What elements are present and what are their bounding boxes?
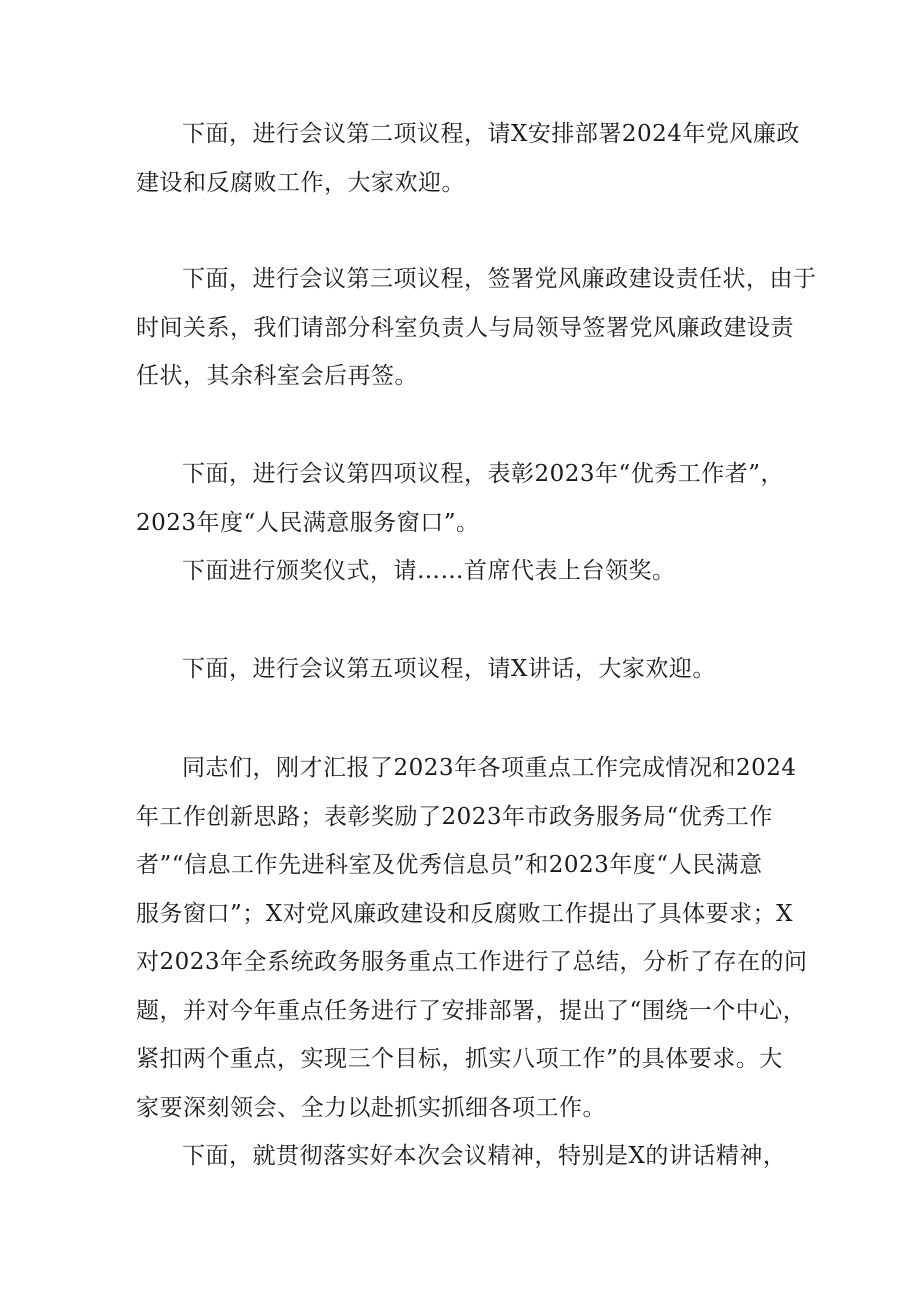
paragraph-agenda-item-3 <box>136 255 817 401</box>
paragraph-line: 下面，进行会议第四项议程，表彰2023年“优秀工作者”， <box>182 461 785 487</box>
paragraph-line: 建设和反腐败工作，大家欢迎。 <box>136 169 465 196</box>
paragraph-summary <box>136 744 808 1132</box>
paragraph-line: 题，并对今年重点任务进行了安排部署，提出了“围绕一个中心， <box>136 997 807 1024</box>
paragraph-agenda-item-2 <box>136 110 800 207</box>
paragraph-implementation <box>136 1132 796 1181</box>
paragraph-line: 年工作创新思路；表彰奖励了2023年市政务服务局“优秀工作 <box>136 803 773 830</box>
paragraph-agenda-item-5 <box>136 645 796 694</box>
paragraph-line: 时间关系，我们请部分科室负责人与局领导签署党风廉政建设责 <box>136 314 794 341</box>
paragraph-line: 紧扣两个重点，实现三个目标，抓实八项工作”的具体要求。大 <box>136 1046 783 1072</box>
paragraph-line: 服务窗口”；X对党风廉政建设和反腐败工作提出了具体要求；X <box>136 900 794 927</box>
paragraph-agenda-item-4 <box>136 450 796 547</box>
paragraph-line: 对2023年全系统政务服务重点工作进行了总结，分析了存在的问 <box>136 949 808 975</box>
paragraph-line: 下面，进行会议第二项议程，请X安排部署2024年党风廉政 <box>182 121 800 147</box>
paragraph-award-ceremony <box>136 547 796 596</box>
paragraph-line: 下面进行颁奖仪式，请……首席代表上台领奖。 <box>182 558 676 584</box>
paragraph-line: 2023年度“人民满意服务窗口”。 <box>136 509 480 536</box>
paragraph-line: 任状，其余科室会后再签。 <box>136 363 418 389</box>
paragraph-line: 者”“信息工作先进科室及优秀信息员”和2023年度“人民满意 <box>136 852 763 878</box>
paragraph-line: 同志们，刚才汇报了2023年各项重点工作完成情况和2024 <box>182 755 797 781</box>
paragraph-line: 家要深刻领会、全力以赴抓实抓细各项工作。 <box>136 1094 606 1121</box>
paragraph-line: 下面，进行会议第三项议程，签署党风廉政建设责任状，由于 <box>182 266 817 292</box>
paragraph-line: 下面，进行会议第五项议程，请X讲话，大家欢迎。 <box>182 656 716 682</box>
paragraph-line: 下面，就贯彻落实好本次会议精神，特别是X的讲话精神， <box>182 1143 787 1169</box>
